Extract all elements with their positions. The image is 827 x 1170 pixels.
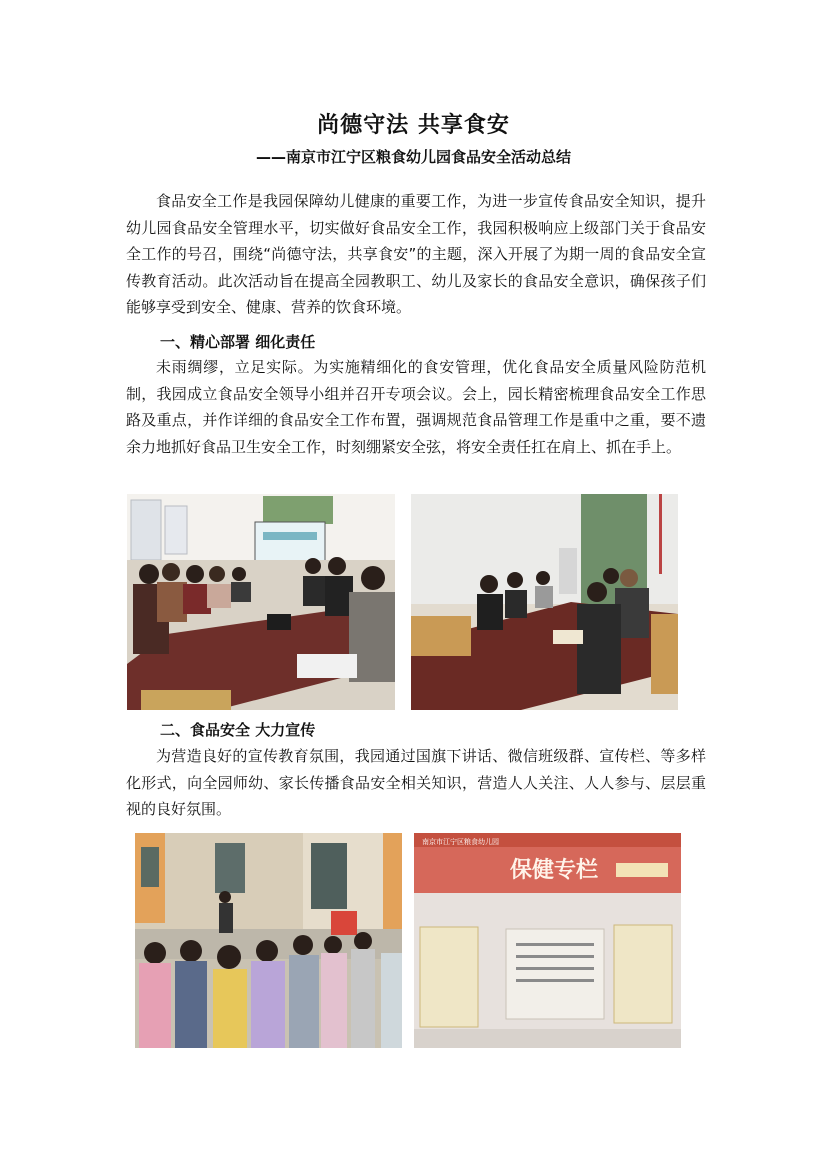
meeting-photo-1 [127, 494, 395, 710]
section2-paragraph: 为营造良好的宣传教育氛围，我园通过国旗下讲话、微信班级群、宣传栏、等多样化形式，向全园师幼、家长传播食品安全相关知识，营造人人关注、人人参与、层层重视的良好氛围。 [126, 747, 706, 818]
board-header-text: 南京市江宁区粮食幼儿园 [422, 838, 499, 846]
board-title-text: 保健专栏 [510, 858, 599, 883]
intro-paragraph: 食品安全工作是我园保障幼儿健康的重要工作，为进一步宣传食品安全知识，提升幼儿园食品安全管理水平，切实做好食品安全工作，我园积极响应上级部门关于食品安全工作的号召，围绕“尚德守法，共享食安”的主题，深入开展了为期一周的食品安全宣传教育活动。此次活动旨在提高全园教职工、幼儿及家长的食品安全意识，确保孩子们能够享受到安全、健康、营养的饮食环境。 [126, 192, 706, 316]
document-subtitle: ——南京市江宁区粮食幼儿园食品安全活动总结 [255, 148, 571, 166]
section2-heading: 二、食品安全 大力宣传 [160, 721, 316, 739]
document-title: 尚德守法 共享食安 [317, 113, 510, 138]
health-board-photo [414, 833, 681, 1048]
meeting-photo-2 [411, 494, 678, 710]
section1-paragraph: 未雨绸缪，立足实际。为实施精细化的食安管理，优化食品安全质量风险防范机制，我园成立食品安全领导小组并召开专项会议。会上，园长精密梳理食品安全工作思路及重点，并作详细的食品安全工作布置，强调规范食品管理工作是重中之重，要不遗余力地抓好食品卫生安全工作，时刻绷紧安全弦，将安全责任扛在肩上、抓在手上。 [126, 358, 706, 456]
section1-heading: 一、精心部署 细化责任 [160, 333, 316, 351]
flag-speech-photo [135, 833, 402, 1048]
